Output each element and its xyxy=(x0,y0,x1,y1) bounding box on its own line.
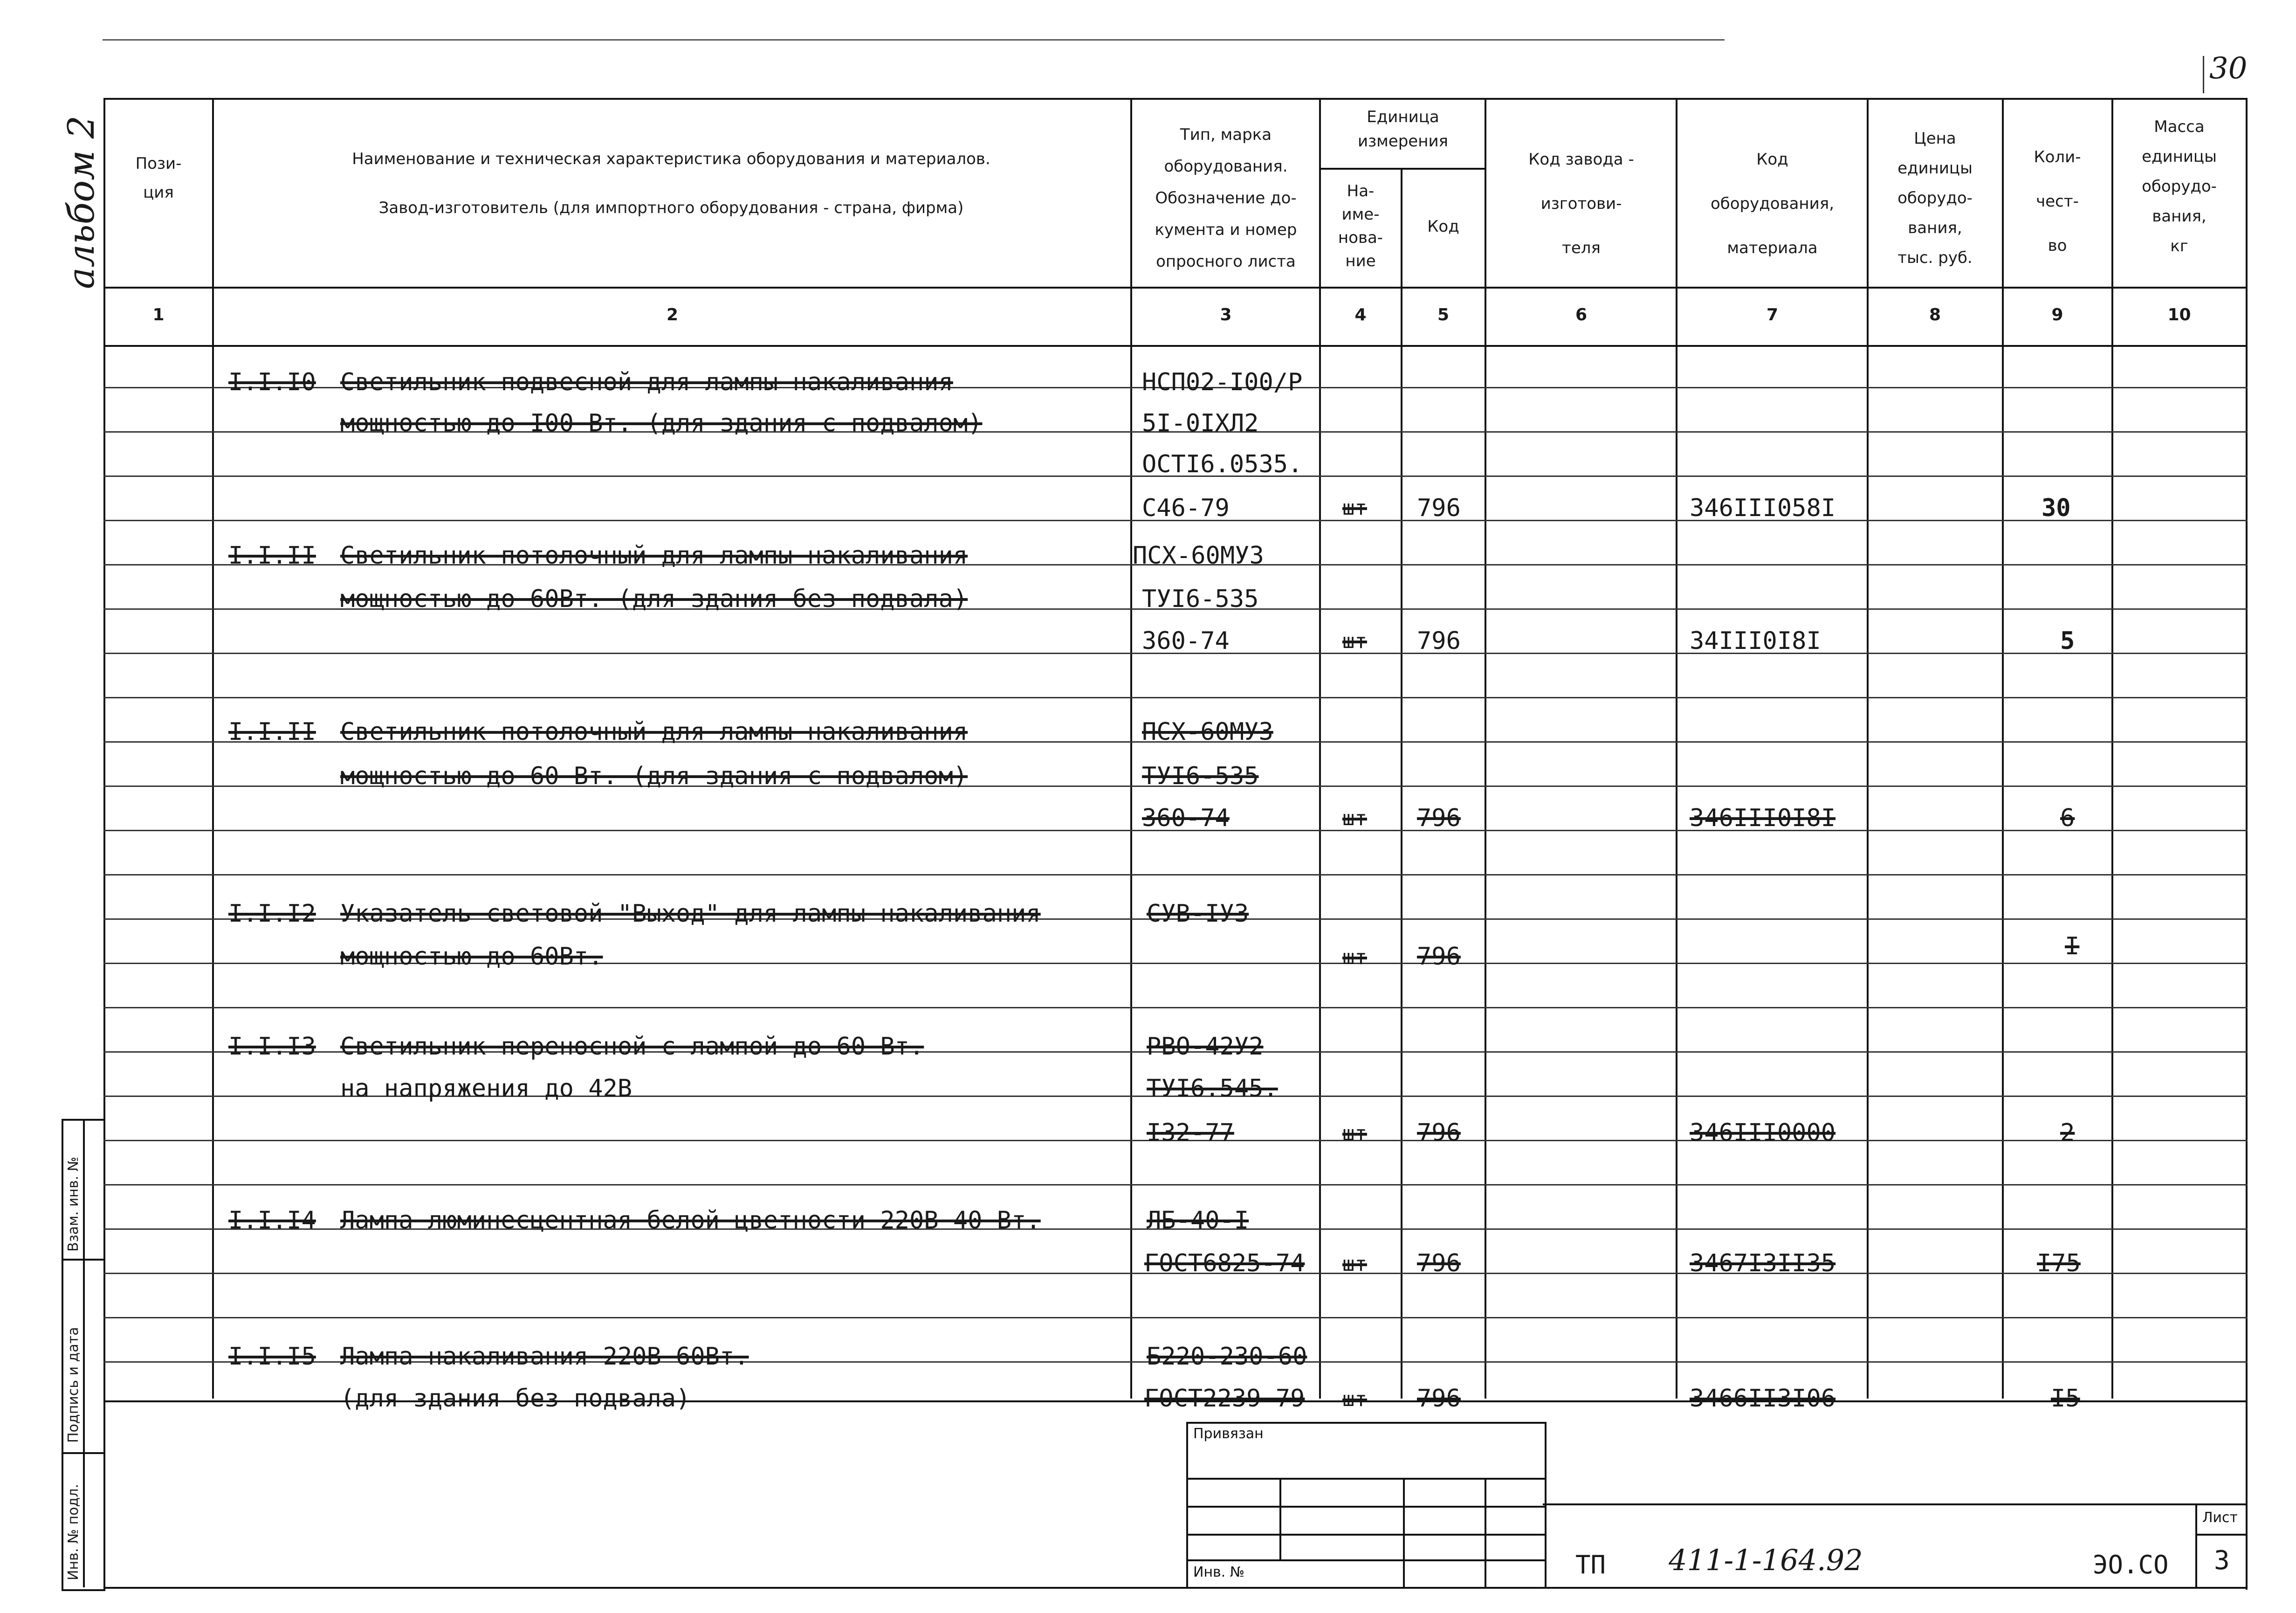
row-name-line2: на напряжения до 42В xyxy=(340,1075,632,1103)
row-quantity: 6 xyxy=(2060,804,2075,832)
row-unit-code: 796 xyxy=(1417,627,1461,655)
privyazan-line xyxy=(1186,1506,1545,1508)
row-type-line3: 360-74 xyxy=(1142,804,1230,832)
row-name-line1: Светильник потолочный для лампы накаливания xyxy=(340,542,968,570)
side-stamp-divider xyxy=(62,1259,103,1261)
row-line xyxy=(103,874,2248,875)
side-label-podpis: Подпись и дата xyxy=(65,1327,82,1443)
row-unit: шт xyxy=(1342,1252,1367,1276)
doc-number: 411-1-164.92 xyxy=(1669,1543,1863,1577)
list-box-divider xyxy=(2195,1534,2248,1536)
title-block-bottom xyxy=(103,1587,2248,1589)
section-code: ЭО.СО xyxy=(2093,1550,2169,1579)
row-unit-code: 796 xyxy=(1417,943,1461,971)
row-unit-code: 796 xyxy=(1417,1385,1461,1413)
colnum-7: 7 xyxy=(1766,305,1779,324)
side-stamp-divider xyxy=(62,1452,103,1454)
colnum-5: 5 xyxy=(1437,305,1450,324)
row-name-line1: Светильник подвесной для лампы накаливания xyxy=(340,368,953,396)
privyazan-col xyxy=(1279,1478,1281,1559)
header-unit-code: Код xyxy=(1427,217,1459,236)
list-number: 3 xyxy=(2214,1545,2230,1576)
row-unit: шт xyxy=(1342,629,1367,653)
inv-no-label: Инв. № xyxy=(1193,1564,1245,1580)
row-unit: шт xyxy=(1342,945,1367,969)
privyazan-col xyxy=(1485,1478,1486,1587)
colnum-9: 9 xyxy=(2051,305,2063,324)
row-unit-code: 796 xyxy=(1417,1119,1461,1147)
row-equipment-code: 3466II3I06 xyxy=(1690,1385,1836,1413)
row-type-line1: Б220-230-60 xyxy=(1147,1343,1307,1371)
header-mass: Масса единицы оборудо- вания, кг xyxy=(2142,117,2217,255)
header-unit-group: Единица измерения xyxy=(1357,108,1449,151)
row-position: I.I.II xyxy=(228,542,316,570)
header-name-line2: Завод-изготовитель (для импортного оборудования - страна, фирма) xyxy=(378,199,964,217)
row-type-line2: ТУI6.545. xyxy=(1147,1075,1278,1103)
privyazan-label: Привязан xyxy=(1193,1426,1264,1442)
row-position: I.I.I5 xyxy=(228,1343,316,1371)
row-name-line2: (для здания без подвала) xyxy=(340,1385,691,1413)
side-stamp-inner-line xyxy=(83,1119,85,1587)
row-type-line2: ТУI6-535 xyxy=(1142,762,1259,790)
header-unit-name: На- име- нова- ние xyxy=(1338,182,1383,270)
col-divider xyxy=(2246,98,2248,1590)
row-line xyxy=(103,697,2248,698)
header-factory-code: Код завода - изготови- теля xyxy=(1528,150,1634,257)
header-equipment-code: Код оборудования, материала xyxy=(1710,150,1835,257)
privyazan-line xyxy=(1186,1534,1545,1536)
row-line xyxy=(103,1317,2248,1318)
row-name-line2: мощностью до 60 Вт. (для здания с подвалом) xyxy=(340,762,968,790)
row-equipment-code: 346III0I8I xyxy=(1690,804,1836,832)
row-position: I.I.I4 xyxy=(228,1206,316,1234)
header-price: Цена единицы оборудо- вания, тыс. руб. xyxy=(1897,129,1973,267)
row-quantity: I75 xyxy=(2037,1249,2081,1277)
row-type-line2: ГОСТ2239-79 xyxy=(1144,1385,1305,1413)
header-type: Тип, марка оборудования. Обозначение до- кумента и номер опросного листа xyxy=(1155,125,1297,271)
col-divider xyxy=(212,98,214,1399)
col-divider xyxy=(1401,168,1402,1399)
row-type-line2: ГОСТ6825-74 xyxy=(1144,1249,1305,1277)
corner-tick xyxy=(2203,56,2204,93)
list-box-left xyxy=(2195,1503,2197,1587)
row-quantity: 5 xyxy=(2060,627,2075,655)
row-unit-code: 796 xyxy=(1417,1249,1461,1277)
row-type-line3: ОСТI6.0535. xyxy=(1142,450,1303,478)
row-type-line1: НСП02-I00/Р xyxy=(1142,368,1303,396)
row-unit: шт xyxy=(1342,1122,1367,1145)
top-rule xyxy=(103,39,1725,41)
row-name-line2: мощностью до 60Вт. (для здания без подвала) xyxy=(340,585,968,613)
col-divider xyxy=(1319,98,1321,1399)
row-type-line3: 360-74 xyxy=(1142,627,1230,655)
colnum-10: 10 xyxy=(2167,305,2191,324)
row-type-line4: С46-79 xyxy=(1142,494,1230,522)
row-type-line1: ПСХ-60МУЗ xyxy=(1142,718,1273,746)
row-type-line1: СУВ-IУЗ xyxy=(1147,900,1249,928)
row-type-line2: 5I-0IХЛ2 xyxy=(1142,409,1259,437)
colnum-1: 1 xyxy=(152,305,165,324)
col-divider xyxy=(2002,98,2004,1399)
row-name-line1: Светильник потолочный для лампы накаливания xyxy=(340,718,968,746)
row-position: I.I.I2 xyxy=(228,900,316,928)
header-bottom-line xyxy=(103,287,2248,289)
doc-block-top xyxy=(1543,1503,2248,1505)
row-equipment-code: 34III0I8I xyxy=(1690,627,1821,655)
col-divider xyxy=(1130,98,1132,1399)
row-unit: шт xyxy=(1342,496,1367,520)
row-unit: шт xyxy=(1342,806,1367,830)
unit-subheader-line xyxy=(1319,168,1485,170)
row-name-line1: Лампа накаливания 220В 60Вт. xyxy=(340,1343,749,1371)
tp-label: ТП xyxy=(1575,1550,1606,1579)
row-position: I.I.II xyxy=(228,718,316,746)
privyazan-col xyxy=(1403,1478,1405,1587)
colnum-4: 4 xyxy=(1354,305,1367,324)
row-equipment-code: 346III058I xyxy=(1690,494,1836,522)
colnum-8: 8 xyxy=(1929,305,1941,324)
colnum-2: 2 xyxy=(666,305,679,324)
row-position: I.I.I3 xyxy=(228,1033,316,1061)
col-divider xyxy=(2111,98,2113,1399)
list-label: Лист xyxy=(2202,1510,2238,1526)
row-equipment-code: 346III0000 xyxy=(1690,1119,1836,1147)
row-name-line2: мощностью до 60Вт. xyxy=(340,943,603,971)
sheet-corner-number: 30 xyxy=(2209,51,2248,86)
col-divider xyxy=(1867,98,1869,1399)
header-name-line1: Наименование и техническая характеристика оборудования и материалов. xyxy=(352,150,990,168)
row-quantity: 2 xyxy=(2060,1119,2075,1147)
side-label-inv-podl: Инв. № подл. xyxy=(65,1484,82,1580)
row-position: I.I.I0 xyxy=(228,368,316,396)
colnum-bottom-line xyxy=(103,345,2248,347)
row-quantity: I5 xyxy=(2051,1385,2080,1413)
privyazan-line xyxy=(1186,1478,1545,1480)
row-type-line2: ТУI6-535 xyxy=(1142,585,1259,613)
row-quantity: 30 xyxy=(2042,494,2071,522)
row-name-line1: Светильник переносной с лампой до 60 Вт. xyxy=(340,1033,924,1061)
row-line xyxy=(103,1184,2248,1186)
row-type-line1: ЛБ-40-I xyxy=(1147,1206,1249,1234)
row-unit: шт xyxy=(1342,1387,1367,1411)
row-type-line1: РВО-42У2 xyxy=(1147,1033,1264,1061)
privyazan-line xyxy=(1186,1559,1545,1561)
colnum-6: 6 xyxy=(1575,305,1588,324)
row-line xyxy=(103,1007,2248,1008)
row-equipment-code: 3467I3II35 xyxy=(1690,1249,1836,1277)
row-unit-code: 796 xyxy=(1417,494,1461,522)
header-position: Пози- ция xyxy=(135,154,182,202)
album-note: альбом 2 xyxy=(61,115,103,289)
row-type-line3: I32-77 xyxy=(1147,1119,1234,1147)
row-type-line1: ПСХ-60МУЗ xyxy=(1133,542,1264,570)
row-quantity: I xyxy=(2065,932,2080,960)
row-name-line1: Лампа люминесцентная белой цветности 220В 40 Вт. xyxy=(340,1206,1041,1234)
row-name-line1: Указатель световой "Выход" для лампы накаливания xyxy=(340,900,1041,928)
colnum-3: 3 xyxy=(1220,305,1232,324)
col-divider xyxy=(1485,98,1486,1399)
row-name-line2: мощностью до I00 Вт. (для здания с подвалом) xyxy=(340,409,983,437)
side-label-inv-zam: Взам. инв. № xyxy=(65,1157,82,1252)
row-unit-code: 796 xyxy=(1417,804,1461,832)
col-divider xyxy=(1676,98,1677,1399)
header-quantity: Коли- чест- во xyxy=(2034,148,2081,255)
